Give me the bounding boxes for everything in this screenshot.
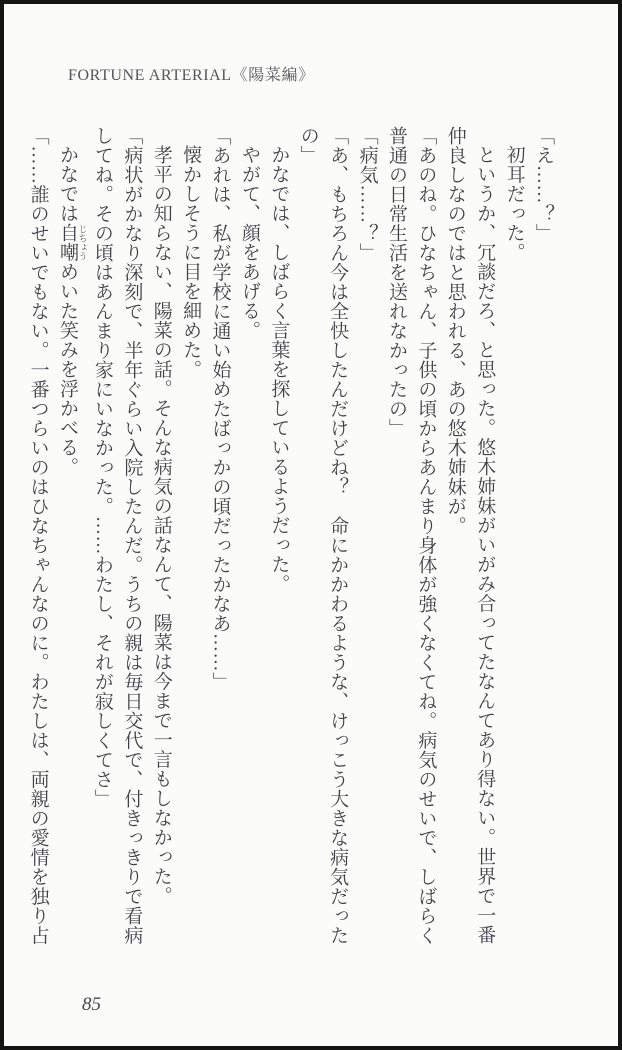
text-column-17: 「……誰のせいでもない。一番つらいのはひなちゃんなのに。わたしは、両親の愛情を独り占	[27, 126, 49, 945]
ruby-base: 自嘲	[57, 223, 78, 262]
text-column-10: やがて、顔をあげる。	[238, 145, 260, 340]
text-column-3: というか、冗談だろ、と思った。悠木姉妹がいがみ合ってたなんてあり得ない。世界で一番	[474, 145, 496, 945]
text-column-6: 普通の日常生活を送れなかったの」	[385, 126, 407, 438]
text-column-15: してね。その頃はあんまり家にいなかった。……わたし、それが寂しくてさ」	[91, 126, 113, 809]
text-segment: かなでは	[57, 145, 78, 223]
main-text-area	[23, 126, 558, 966]
text-column-8: 「あ、もちろん今は全快したんだけどね？ 命にかかわるような、けっこう大きな病気だったの」	[297, 126, 349, 945]
text-column-16	[53, 126, 88, 966]
page-number: 85	[82, 994, 101, 1015]
text-column-7: 「病気……？」	[356, 126, 378, 263]
text-column-5: 「あのね。ひなちゃん、子供の頃からあんまり身体が強くなくてね。病気のせいで、しばらく	[415, 126, 437, 945]
furigana-ruby	[57, 223, 88, 262]
text-column-12: 懐かしそうに目を細めた。	[180, 145, 202, 379]
running-head-title: FORTUNE ARTERIAL《陽菜編》	[68, 67, 315, 84]
text-column-14: 「病状がかなり深刻で、半年ぐらい入院したんだ。うちの親は毎日交代で、付きっきりで看病	[121, 126, 143, 945]
text-column-13: 孝平の知らない、陽菜の話。そんな病気の話なんて、陽菜は今まで一言もしなかった。	[150, 145, 172, 906]
text-column-1: 「え……？」	[533, 126, 554, 243]
ruby-text: じちょう	[77, 223, 88, 262]
text-segment: めいた笑みを浮かべる。	[57, 262, 78, 477]
text-column-9: かなでは、しばらく言葉を探しているようだった。	[268, 145, 290, 594]
text-column-2: 初耳だった。	[503, 145, 525, 262]
text-column-11: 「あれは、私が学校に通い始めたばっかの頃だったかなあ……」	[209, 126, 231, 692]
text-column-4: 仲良しなのではと思われる、あの悠木姉妹が。	[444, 126, 466, 536]
